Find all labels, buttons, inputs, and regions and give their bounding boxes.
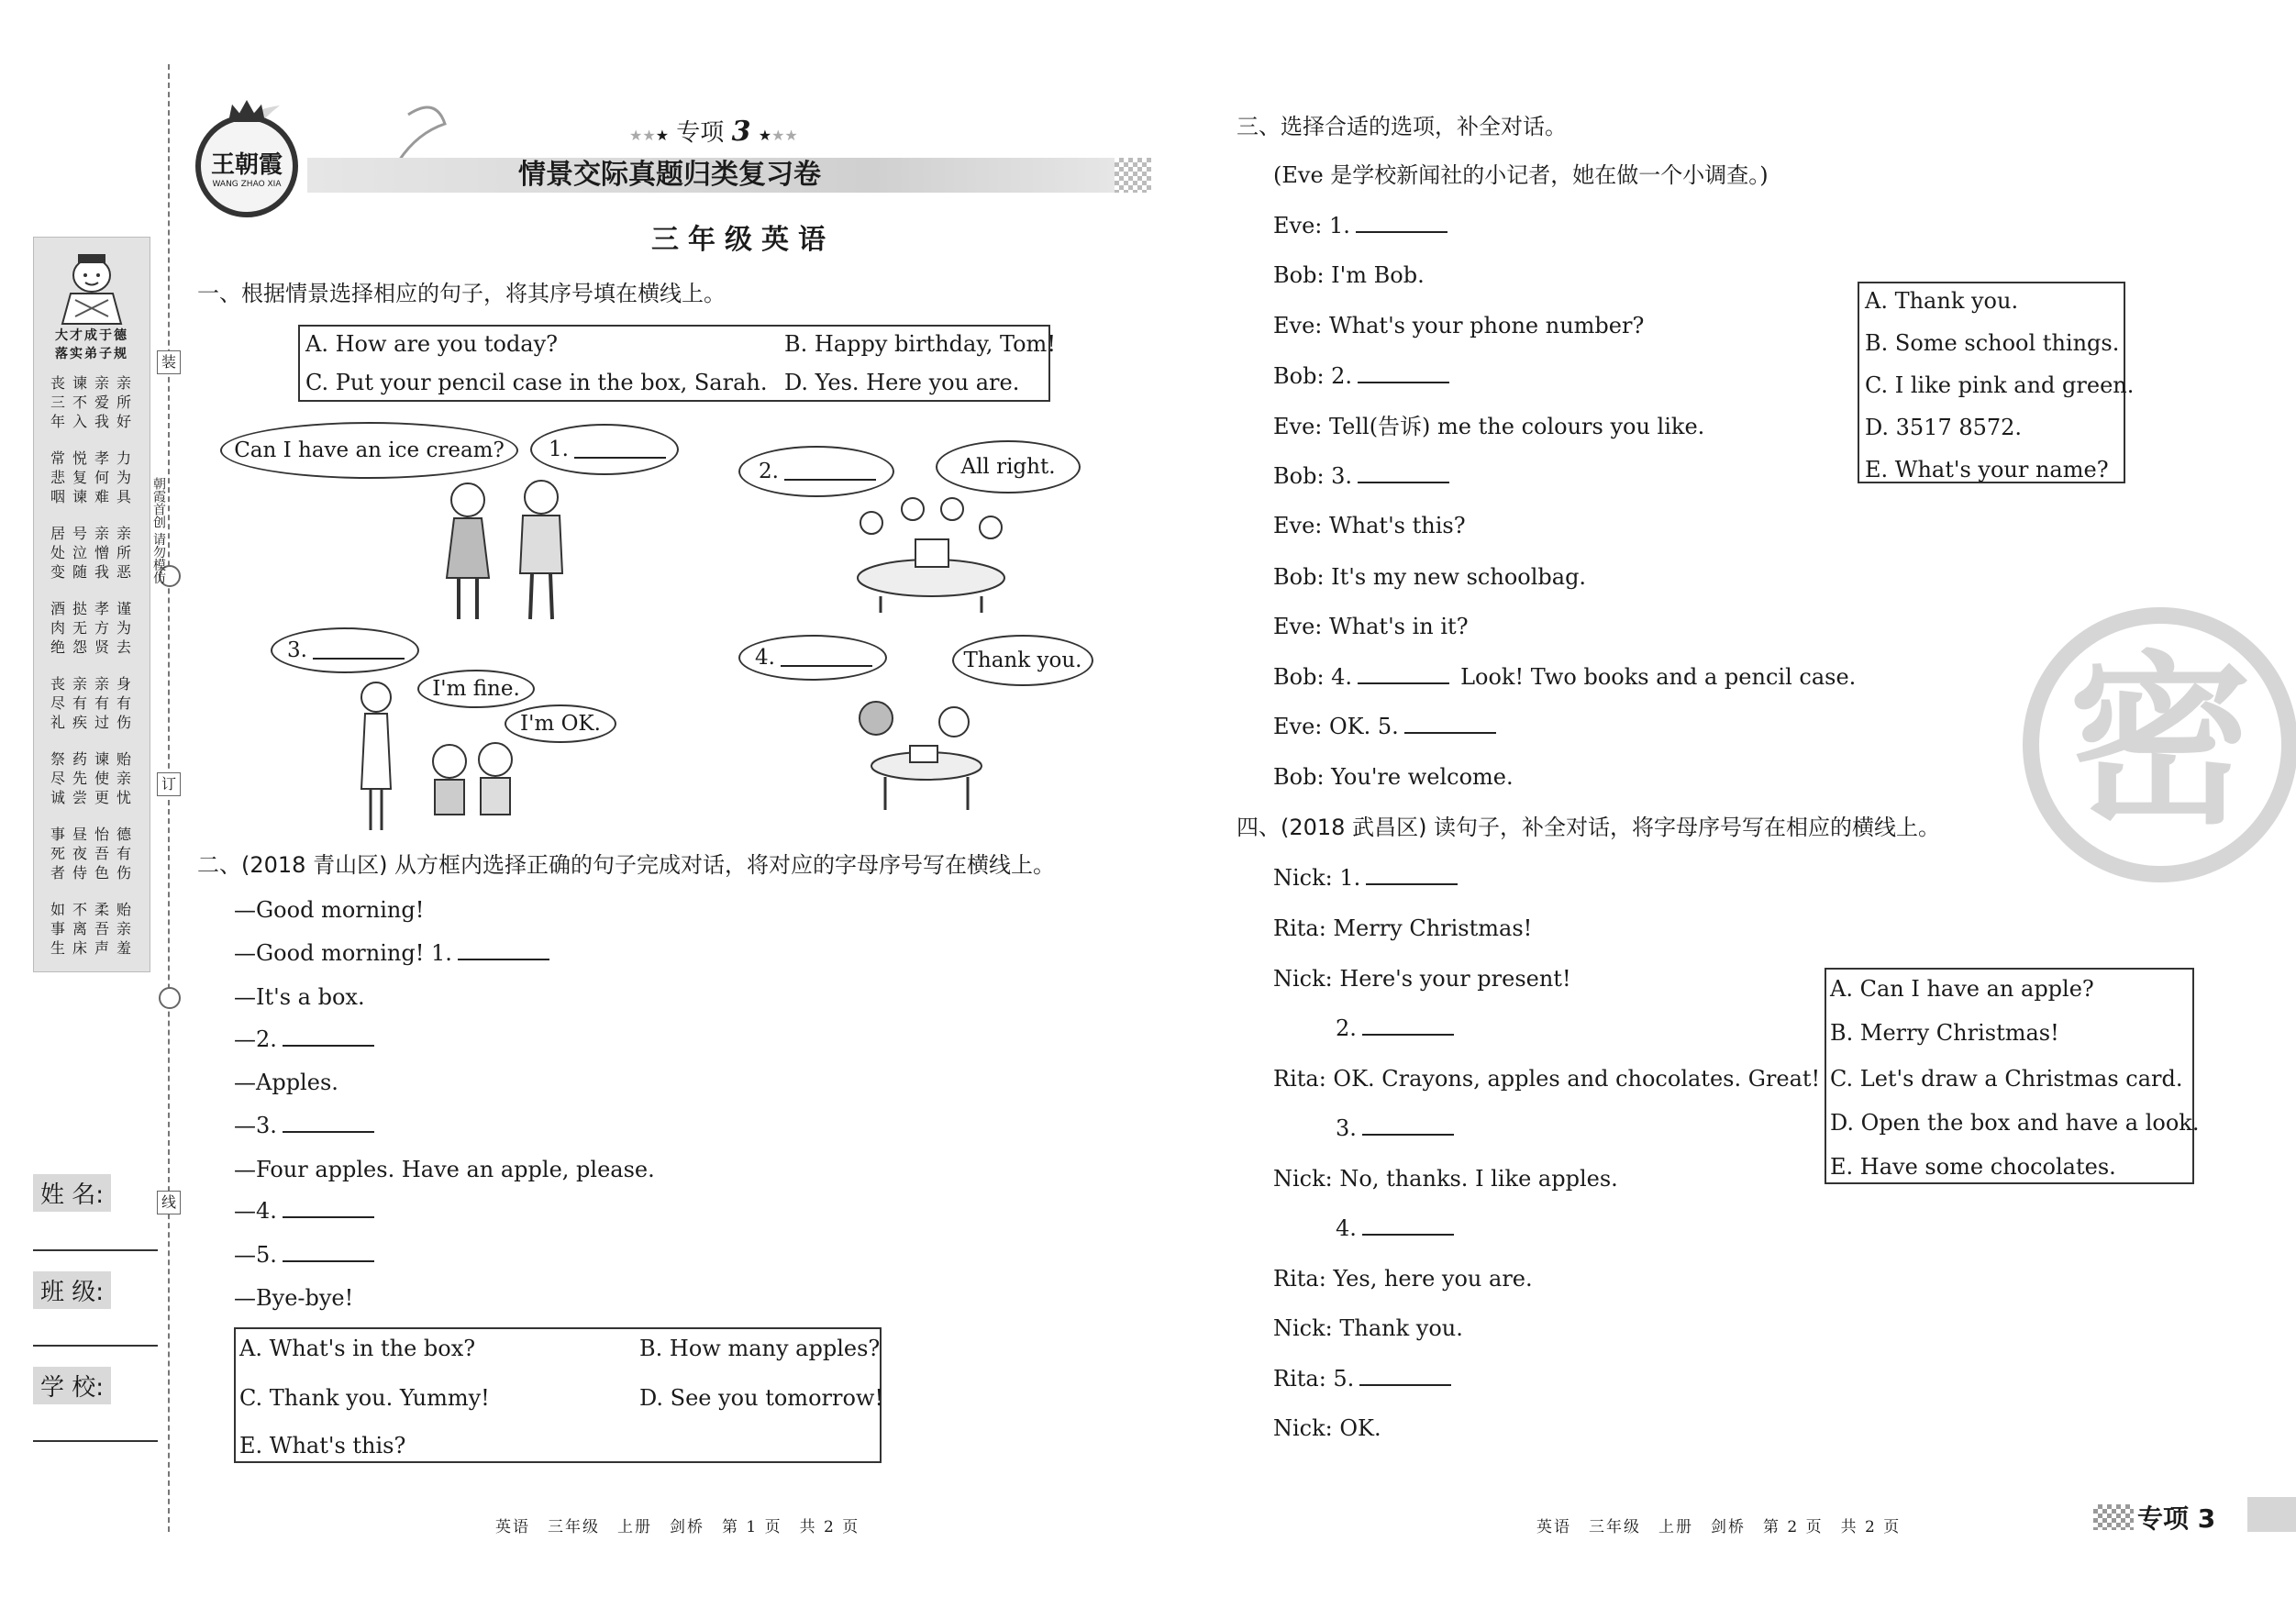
s2-answer-blank[interactable] (283, 1200, 374, 1218)
bubble-all-right: All right. (936, 440, 1081, 494)
s3-dialogue-text: Eve: What's in it? (1273, 614, 1469, 639)
s4-dialogue-line (1273, 1265, 1533, 1292)
s2-dialogue-text: —Good morning! (234, 897, 425, 923)
section1-option-box (298, 325, 1056, 402)
di-zi-gui-poem (45, 373, 140, 960)
class-label: 班 级: (33, 1271, 111, 1309)
s4-dialogue-text: Rita: 5. (1273, 1366, 1355, 1392)
series-number: 3 (731, 116, 751, 148)
s3-answer-blank[interactable] (1356, 215, 1447, 233)
s3-option-d: D. 3517 8572. (1865, 415, 2023, 440)
s3-dialogue-text: Bob: It's my new schoolbag. (1273, 564, 1587, 590)
s4-dialogue-line (1273, 1365, 1451, 1392)
s2-dialogue-text: —4. (234, 1198, 277, 1224)
birthday-cake-illustration-icon (844, 693, 1000, 812)
girl-boy-illustration-icon (427, 477, 592, 624)
s3-dialogue-text: Eve: What's your phone number? (1273, 313, 1645, 338)
school-label: 学 校: (33, 1367, 111, 1404)
s4-answer-blank[interactable] (1359, 1368, 1451, 1386)
s2-option-d: D. See you tomorrow! (639, 1385, 884, 1411)
s2-answer-blank[interactable] (283, 1244, 374, 1262)
s3-dialogue-text: Eve: 1. (1273, 213, 1350, 238)
punch-hole-icon (159, 987, 181, 1009)
s2-option-c: C. Thank you. Yummy! (239, 1385, 490, 1411)
s4-dialogue-text: 4. (1336, 1215, 1357, 1241)
answer-blank-4[interactable] (781, 649, 872, 667)
s2-dialogue-line (234, 1284, 353, 1312)
s3-option-c: C. I like pink and green. (1865, 372, 2135, 398)
answer-blank-2[interactable] (784, 462, 876, 481)
s3-dialogue-line (1273, 663, 1856, 691)
s2-dialogue-text: —5. (234, 1242, 277, 1268)
s4-dialogue-line (1336, 1214, 1454, 1242)
poem-column: 德有伤 (116, 826, 131, 882)
s3-dialogue-line (1273, 212, 1447, 239)
s4-dialogue-text: Rita: Merry Christmas! (1273, 915, 1533, 941)
s4-option-a: A. Can I have an apple? (1830, 976, 2094, 1002)
s2-dialogue-line (234, 939, 549, 967)
s3-dialogue-text: Bob: 3. (1273, 463, 1353, 489)
s2-dialogue-line (234, 983, 365, 1011)
school-input-line[interactable] (33, 1440, 158, 1442)
poem-column: 谏不入 (72, 374, 87, 430)
s4-dialogue-line (1273, 1314, 1463, 1342)
s4-answer-blank[interactable] (1362, 1017, 1454, 1036)
answer-blank-1[interactable] (574, 440, 666, 459)
s3-dialogue-text: Eve: Tell(告诉) me the colours you like. (1273, 414, 1705, 439)
motto-line-2: 落实弟子规 (55, 347, 128, 361)
name-input-line[interactable] (33, 1249, 158, 1251)
poem-column: 事死者 (50, 826, 65, 882)
brand-logo (195, 115, 298, 217)
poem-column: 贻亲羞 (116, 901, 131, 957)
bubble-im-fine: I'm fine. (417, 670, 535, 708)
s2-dialogue-text: —Good morning! 1. (234, 940, 452, 966)
bubble-answer-1[interactable] (530, 424, 679, 475)
s4-dialogue-text: Rita: Yes, here you are. (1273, 1266, 1533, 1292)
bubble-answer-1-label: 1. (549, 438, 569, 461)
s2-dialogue-text: —It's a box. (234, 984, 365, 1010)
poem-column: 挞无怨 (72, 600, 87, 656)
s3-dialogue-text: Eve: What's this? (1273, 513, 1466, 538)
s4-answer-blank[interactable] (1362, 1117, 1454, 1136)
s4-option-e: E. Have some chocolates. (1830, 1154, 2116, 1180)
sidebar-panel (33, 237, 150, 972)
s3-dialogue-line (1273, 512, 1466, 539)
s2-answer-blank[interactable] (458, 942, 549, 960)
s3-dialogue-line (1273, 462, 1449, 490)
s3-option-e: E. What's your name? (1865, 457, 2109, 482)
s2-option-e: E. What's this? (239, 1433, 406, 1458)
s4-dialogue-line (1273, 965, 1571, 993)
series-label: 专项 (676, 119, 725, 147)
s4-dialogue-text: Nick: 1. (1273, 865, 1361, 891)
poem-column: 亲爱我 (94, 374, 109, 430)
header-checker (1115, 158, 1151, 193)
poem-column: 号泣随 (72, 525, 87, 581)
poem-column: 亲有疾 (72, 675, 87, 731)
s2-dialogue-line (234, 1026, 374, 1053)
bubble-thank-you: Thank you. (952, 635, 1093, 686)
poem-column: 身有伤 (116, 675, 131, 731)
poem-column: 孝方贤 (94, 600, 109, 656)
bubble-answer-3[interactable] (271, 627, 419, 673)
s4-answer-blank[interactable] (1362, 1217, 1454, 1236)
seal-mark-1: 装 (157, 350, 181, 374)
s3-dialogue-line (1273, 413, 1704, 440)
page-subtitle: 三年级英语 (651, 224, 835, 256)
poem-column: 柔吾声 (94, 901, 109, 957)
scholar-illustration-icon (34, 243, 150, 326)
s3-answer-blank[interactable] (1358, 365, 1449, 383)
s2-dialogue-line (234, 1112, 374, 1139)
s4-dialogue-line (1273, 915, 1532, 942)
poem-column: 昼夜侍 (72, 826, 87, 882)
star-icon: ★ (758, 127, 772, 144)
s2-option-b: B. How many apples? (639, 1336, 881, 1361)
poem-column: 常悲咽 (50, 449, 65, 505)
s4-answer-blank[interactable] (1366, 867, 1458, 885)
motto-line-1: 大才成于德 (55, 328, 128, 343)
poem-column: 丧三年 (50, 374, 65, 430)
s1-option-d: D. Yes. Here you are. (784, 370, 1020, 395)
star-icon: ★★ (771, 127, 798, 144)
s3-line-tail: Look! Two books and a pencil case. (1460, 664, 1857, 690)
poem-column: 祭尽诚 (50, 750, 65, 806)
page-title: 情景交际真题归类复习卷 (518, 159, 821, 191)
section2-heading: 二、(2018 青山区) 从方框内选择正确的句子完成对话，将对应的字母序号写在横线上。 (197, 852, 1056, 878)
footer-left: 英语 三年级 上册 剑桥 第 1 页 共 2 页 (495, 1518, 860, 1536)
kids-table-illustration-icon (844, 486, 1018, 615)
poem-column: 孝何难 (94, 449, 109, 505)
s3-option-b: B. Some school things. (1865, 330, 2120, 356)
s3-dialogue-text: Bob: 4. (1273, 664, 1353, 690)
s4-dialogue-line (1336, 1015, 1454, 1042)
seal-mark-2: 订 (157, 772, 181, 796)
star-icon: ★★ (629, 127, 656, 144)
section3-option-box (1858, 282, 2135, 483)
answer-blank-3[interactable] (313, 641, 405, 660)
s1-option-c: C. Put your pencil case in the box, Sarah. (305, 370, 768, 395)
s3-dialogue-line (1273, 261, 1425, 289)
name-label: 姓 名: (33, 1174, 111, 1212)
section3-note: (Eve 是学校新闻社的小记者，她在做一个小调查。) (1273, 162, 1769, 188)
teacher-students-illustration-icon (349, 670, 569, 835)
seal-mark-3: 线 (157, 1191, 181, 1214)
poem-column: 贻亲忧 (116, 750, 131, 806)
section4-option-box (1825, 968, 2200, 1184)
s2-dialogue-line (234, 1241, 374, 1269)
bubble-answer-2-label: 2. (759, 460, 779, 483)
binding-line (168, 64, 170, 1532)
s2-dialogue-line (234, 1156, 655, 1183)
s2-dialogue-text: —2. (234, 1026, 277, 1052)
poem-column: 亲所恶 (116, 525, 131, 581)
poem-column: 居处变 (50, 525, 65, 581)
s2-answer-blank[interactable] (283, 1115, 374, 1133)
poem-column: 怡吾色 (94, 826, 109, 882)
s3-dialogue-line (1273, 763, 1514, 791)
poem-column: 谨为去 (116, 600, 131, 656)
poem-column: 谏使更 (94, 750, 109, 806)
poem-column: 酒肉绝 (50, 600, 65, 656)
s4-dialogue-text: 3. (1336, 1115, 1357, 1141)
bubble-answer-4-label: 4. (755, 646, 775, 670)
s4-option-b: B. Merry Christmas! (1830, 1020, 2059, 1046)
footer-right: 英语 三年级 上册 剑桥 第 2 页 共 2 页 (1536, 1518, 1902, 1536)
series-tag (629, 114, 798, 148)
s4-dialogue-line (1336, 1115, 1454, 1142)
s3-dialogue-line (1273, 362, 1449, 390)
section3-heading: 三、选择合适的选项，补全对话。 (1237, 114, 1567, 139)
poem-column: 亲所好 (116, 374, 131, 430)
bubble-answer-3-label: 3. (287, 638, 307, 662)
poem-column: 亲有过 (94, 675, 109, 731)
s4-dialogue-line (1273, 1414, 1381, 1442)
s4-dialogue-line (1273, 1065, 1820, 1092)
section2-option-box (234, 1327, 882, 1463)
bubble-ice-cream: Can I have an ice cream? (220, 422, 518, 479)
poem-column: 亲憎我 (94, 525, 109, 581)
s4-dialogue-text: Nick: Here's your present! (1273, 966, 1571, 992)
s2-dialogue-text: —Apples. (234, 1070, 338, 1095)
s4-dialogue-line (1273, 864, 1458, 892)
footer-tag: 专项 3 (2137, 1503, 2216, 1534)
s2-dialogue-text: —3. (234, 1113, 277, 1138)
section4-heading: 四、(2018 武昌区) 读句子，补全对话，将字母序号写在相应的横线上。 (1237, 815, 1941, 840)
s3-dialogue-text: Bob: I'm Bob. (1273, 262, 1425, 288)
s4-option-c: C. Let's draw a Christmas card. (1830, 1066, 2183, 1092)
s3-option-a: A. Thank you. (1865, 288, 2019, 314)
s2-dialogue-text: —Bye-bye! (234, 1285, 354, 1311)
s2-dialogue-line (234, 896, 424, 924)
s2-dialogue-text: —Four apples. Have an apple, please. (234, 1157, 655, 1182)
s4-dialogue-text: Rita: OK. Crayons, apples and chocolates. Great! (1273, 1066, 1821, 1092)
bubble-answer-4[interactable] (738, 635, 887, 681)
s3-dialogue-line (1273, 613, 1469, 640)
class-input-line[interactable] (33, 1345, 158, 1347)
bubble-im-ok: I'm OK. (505, 704, 616, 743)
s2-dialogue-line (234, 1069, 338, 1096)
s3-dialogue-line (1273, 312, 1644, 339)
poem-column: 悦复谏 (72, 449, 87, 505)
poem-column: 不离床 (72, 901, 87, 957)
s3-answer-blank[interactable] (1358, 666, 1449, 684)
poem-column: 药先尝 (72, 750, 87, 806)
poem-column: 丧尽礼 (50, 675, 65, 731)
poem-column: 力为具 (116, 449, 131, 505)
s2-option-a: A. What's in the box? (239, 1336, 476, 1361)
s3-dialogue-text: Bob: 2. (1273, 363, 1353, 389)
section1-heading: 一、根据情景选择相应的句子，将其序号填在横线上。 (197, 281, 726, 306)
s3-dialogue-text: Eve: OK. 5. (1273, 714, 1399, 739)
s1-option-b: B. Happy birthday, Tom! (784, 331, 1056, 357)
s3-dialogue-line (1273, 563, 1586, 591)
s4-dialogue-text: 2. (1336, 1015, 1357, 1041)
logo-subtext: WANG ZHAO XIA (212, 180, 282, 189)
watermark-seal: 密 (2023, 607, 2296, 882)
s4-dialogue-text: Nick: No, thanks. I like apples. (1273, 1166, 1618, 1192)
s1-option-a: A. How are you today? (305, 331, 559, 357)
s4-dialogue-line (1273, 1165, 1618, 1192)
footer-tag-bar (2247, 1497, 2296, 1532)
s3-dialogue-line (1273, 713, 1496, 740)
footer-checker (2093, 1504, 2134, 1530)
star-icon: ★ (655, 127, 670, 144)
s4-option-d: D. Open the box and have a look. (1830, 1110, 2200, 1136)
s3-answer-blank[interactable] (1358, 465, 1449, 483)
s3-dialogue-text: Bob: You're welcome. (1273, 764, 1514, 790)
s4-dialogue-text: Nick: Thank you. (1273, 1315, 1463, 1341)
poem-column: 如事生 (50, 901, 65, 957)
logo-text: 王朝霞 (210, 151, 283, 179)
s2-dialogue-line (234, 1197, 374, 1225)
side-note: 朝霞首创 请勿模仿 (151, 477, 166, 584)
s2-answer-blank[interactable] (283, 1028, 374, 1047)
s3-answer-blank[interactable] (1404, 715, 1496, 734)
s4-dialogue-text: Nick: OK. (1273, 1415, 1381, 1441)
